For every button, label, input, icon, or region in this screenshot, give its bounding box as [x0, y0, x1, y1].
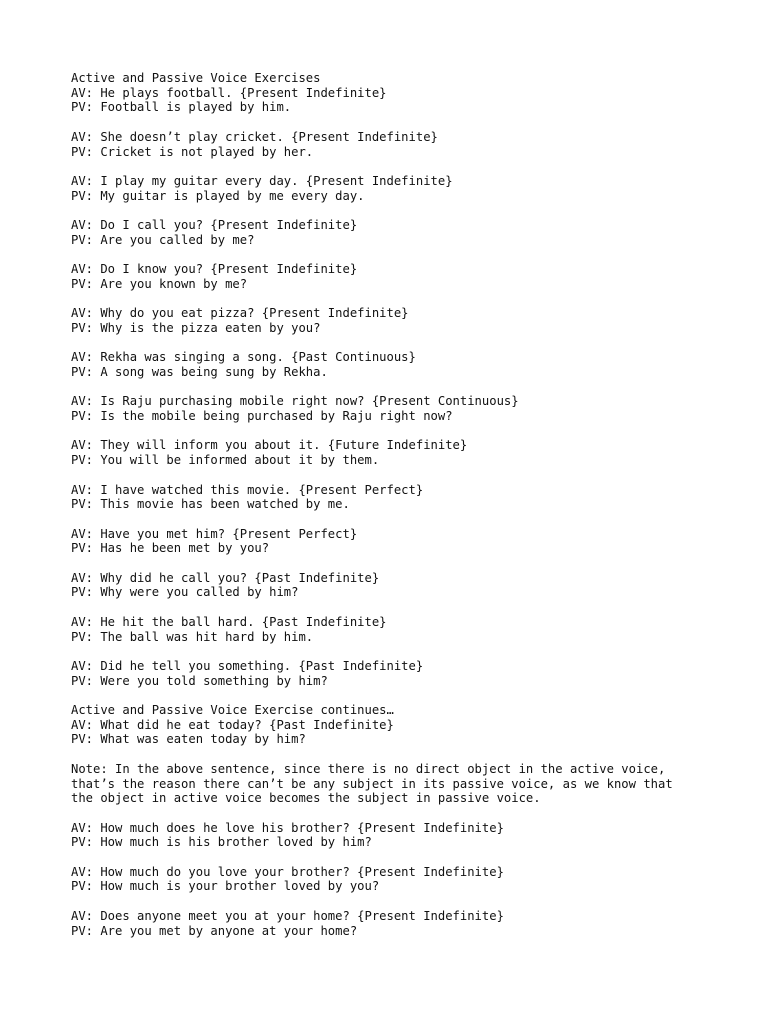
text-block: [71, 821, 761, 850]
text-line: PV: Is the mobile being purchased by Raju right now?: [71, 409, 453, 424]
text-line: AV: Do I call you? {Present Indefinite}: [71, 217, 358, 232]
text-line: AV: I play my guitar every day. {Present Indefinite}: [71, 173, 453, 188]
text-block: [71, 394, 761, 423]
document-page: [71, 71, 761, 953]
text-block: [71, 571, 761, 600]
text-line: that’s the reason there can’t be any subject in its passive voice, as we know that: [71, 776, 673, 791]
text-line: AV: Does anyone meet you at your home? {Present Indefinite}: [71, 908, 504, 923]
text-line: AV: She doesn’t play cricket. {Present Indefinite}: [71, 129, 438, 144]
text-line: AV: I have watched this movie. {Present Perfect}: [71, 482, 424, 497]
text-line: PV: Has he been met by you?: [71, 541, 270, 556]
text-line: PV: What was eaten today by him?: [71, 732, 306, 747]
text-line: AV: He hit the ball hard. {Past Indefinite}: [71, 614, 387, 629]
text-line: Active and Passive Voice Exercises: [71, 71, 321, 85]
text-block: [71, 703, 761, 747]
text-line: PV: The ball was hit hard by him.: [71, 629, 314, 644]
text-line: AV: Rekha was singing a song. {Past Continuous}: [71, 350, 416, 365]
text-block: [71, 909, 761, 938]
text-block: [71, 615, 761, 644]
text-line: AV: Have you met him? {Present Perfect}: [71, 526, 358, 541]
text-line: AV: How much does he love his brother? {Present Indefinite}: [71, 820, 504, 835]
text-line: AV: What did he eat today? {Past Indefinite}: [71, 717, 394, 732]
text-line: Active and Passive Voice Exercise continues…: [71, 703, 394, 718]
text-line: PV: Football is played by him.: [71, 100, 292, 115]
text-line: PV: You will be informed about it by them.: [71, 453, 380, 468]
text-line: AV: Did he tell you something. {Past Indefinite}: [71, 658, 424, 673]
text-line: PV: A song was being sung by Rekha.: [71, 364, 328, 379]
text-block: [71, 438, 761, 467]
text-line: AV: Why do you eat pizza? {Present Indefinite}: [71, 306, 409, 321]
text-line: AV: Do I know you? {Present Indefinite}: [71, 262, 358, 277]
text-line: AV: They will inform you about it. {Future Indefinite}: [71, 438, 468, 453]
text-line: Note: In the above sentence, since there is no direct object in the active voice,: [71, 761, 666, 776]
text-line: PV: Are you met by anyone at your home?: [71, 923, 358, 938]
text-block: [71, 865, 761, 894]
text-line: the object in active voice becomes the subject in passive voice.: [71, 791, 541, 806]
text-line: PV: Cricket is not played by her.: [71, 144, 314, 159]
text-line: AV: Is Raju purchasing mobile right now? {Present Continuous}: [71, 394, 519, 409]
text-line: AV: How much do you love your brother? {Present Indefinite}: [71, 864, 504, 879]
text-block: [71, 174, 761, 203]
text-block: [71, 262, 761, 291]
text-line: PV: How much is his brother loved by him?: [71, 835, 372, 850]
text-line: PV: Were you told something by him?: [71, 673, 328, 688]
text-line: PV: How much is your brother loved by you?: [71, 879, 380, 894]
text-block: [71, 762, 761, 806]
text-block: [71, 483, 761, 512]
text-block: [71, 71, 761, 115]
text-block: [71, 659, 761, 688]
text-line: PV: Are you called by me?: [71, 232, 255, 247]
text-block: [71, 527, 761, 556]
text-line: PV: Why were you called by him?: [71, 585, 299, 600]
text-line: PV: This movie has been watched by me.: [71, 497, 350, 512]
text-line: PV: My guitar is played by me every day.: [71, 188, 365, 203]
text-block: [71, 130, 761, 159]
text-line: AV: Why did he call you? {Past Indefinite}: [71, 570, 380, 585]
text-block: [71, 218, 761, 247]
text-block: [71, 350, 761, 379]
text-line: PV: Why is the pizza eaten by you?: [71, 320, 321, 335]
text-block: [71, 306, 761, 335]
text-line: AV: He plays football. {Present Indefinite}: [71, 85, 387, 100]
text-line: PV: Are you known by me?: [71, 276, 248, 291]
